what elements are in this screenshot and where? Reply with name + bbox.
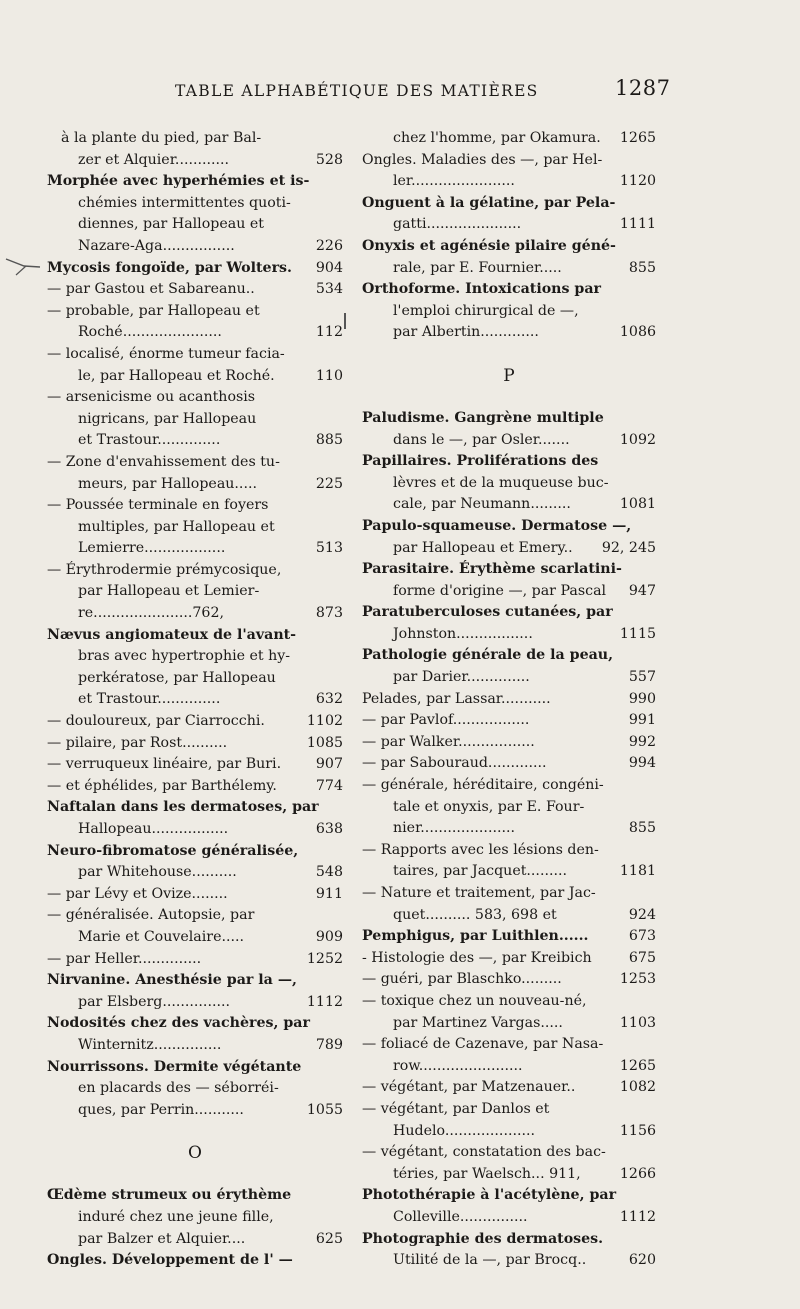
entry-text: — végétant, par Danlos et <box>362 1100 550 1117</box>
index-entry-line <box>362 301 656 323</box>
margin-pen-mark-icon <box>4 253 42 277</box>
index-entry-line <box>362 689 656 711</box>
index-entry-line <box>47 668 343 690</box>
entry-page-ref: 1086 <box>619 324 656 341</box>
index-entry-line <box>47 1185 343 1207</box>
entry-page-ref: 1156 <box>619 1122 656 1139</box>
index-entry-line <box>362 150 656 172</box>
index-entry-line <box>47 236 343 258</box>
entry-page-ref: 1265 <box>619 1057 656 1074</box>
index-entry-line <box>362 1250 656 1272</box>
index-entry-line <box>47 1229 343 1251</box>
entry-text: — végétant, par Matzenauer.. <box>362 1079 576 1096</box>
entry-text: - Histologie des —, par Kreibich <box>362 949 592 966</box>
index-entry-line <box>362 473 656 495</box>
entry-text: Nævus angiomateux de l'avant- <box>47 626 297 643</box>
index-entry-line <box>47 517 343 539</box>
entry-text: Ongles. Développement de l' — <box>47 1252 293 1269</box>
entry-text: Pathologie générale de la peau, <box>362 647 614 664</box>
index-entry-line <box>362 883 656 905</box>
entry-text: Nourrissons. Dermite végétante <box>47 1058 302 1075</box>
entry-text: par Balzer et Alquier.... <box>78 1230 246 1247</box>
index-entry-line <box>362 1099 656 1121</box>
entry-page-ref: 924 <box>628 906 656 923</box>
index-entry-line <box>362 840 656 862</box>
index-entry-line <box>47 1013 343 1035</box>
entry-page-ref: 1102 <box>306 713 343 730</box>
entry-text: Roché...................... <box>78 324 222 341</box>
index-entry-line <box>362 128 656 150</box>
entry-page-ref: 226 <box>315 237 343 254</box>
entry-text: par Hallopeau et Emery.. <box>393 539 573 556</box>
entry-text: — et éphélides, par Barthélemy. <box>47 777 277 794</box>
entry-page-ref: 110 <box>315 367 343 384</box>
index-entry-line <box>47 258 343 280</box>
running-title: TABLE ALPHABÉTIQUE DES MATIÈRES <box>175 82 539 100</box>
index-entry-line <box>362 1056 656 1078</box>
entry-page-ref: 909 <box>315 928 343 945</box>
index-entry-line <box>362 258 656 280</box>
index-entry-line <box>47 301 343 323</box>
entry-page-ref: 1103 <box>619 1014 656 1031</box>
entry-page-ref: 1253 <box>619 971 656 988</box>
page-number: 1287 <box>615 76 671 100</box>
entry-page-ref: 1112 <box>619 1208 656 1225</box>
entry-text: téries, par Waelsch... 911, <box>393 1165 581 1182</box>
entry-text: par Hallopeau et Lemier- <box>78 583 260 600</box>
entry-text: — Rapports avec les lésions den- <box>362 841 599 858</box>
entry-page-ref: 1266 <box>619 1165 656 1182</box>
entry-text: et Trastour.............. <box>78 691 221 708</box>
index-entry-line <box>47 797 343 819</box>
index-entry-line <box>47 560 343 582</box>
entry-text: nigricans, par Hallopeau <box>78 410 257 427</box>
entry-text: taires, par Jacquet......... <box>393 863 568 880</box>
entry-text: — généralisée. Autopsie, par <box>47 907 255 924</box>
index-entry-line <box>47 193 343 215</box>
index-entry-line <box>362 559 656 581</box>
entry-text: — probable, par Hallopeau et <box>47 302 260 319</box>
entry-text: gatti..................... <box>393 216 522 233</box>
index-entry-line <box>47 128 343 150</box>
entry-text: l'emploi chirurgical de —, <box>393 302 579 319</box>
index-entry-line <box>47 430 343 452</box>
entry-text: Hallopeau................. <box>78 821 229 837</box>
index-entry-line <box>47 819 343 841</box>
index-entry-line <box>47 603 343 625</box>
entry-text: et Trastour.............. <box>78 432 221 449</box>
entry-text: Morphée avec hyperhémies et is- <box>47 173 310 190</box>
index-entry-line <box>47 150 343 172</box>
entry-text: forme d'origine —, par Pascal <box>393 582 607 599</box>
index-entry-line <box>47 1078 343 1100</box>
entry-page-ref: 947 <box>628 582 656 599</box>
index-entry-line <box>47 689 343 711</box>
index-entry-line <box>47 841 343 863</box>
entry-text: — Zone d'envahissement des tu- <box>47 453 280 470</box>
entry-text: Lemierre.................. <box>78 540 226 557</box>
entry-text: ler....................... <box>393 173 515 190</box>
index-entry-line <box>362 818 656 840</box>
index-entry-line <box>47 279 343 301</box>
index-entry-line <box>362 1207 656 1229</box>
index-entry-line <box>47 322 343 344</box>
entry-text: Pemphigus, par Luithlen...... <box>362 928 589 945</box>
entry-text: Orthoforme. Intoxications par <box>362 281 602 298</box>
entry-text: — par Pavlof................. <box>362 712 530 729</box>
entry-text: — Érythrodermie prémycosique, <box>47 561 282 578</box>
entry-text: par Elsberg............... <box>78 993 230 1010</box>
entry-text: — par Lévy et Ovize........ <box>47 885 228 902</box>
index-entry-line <box>47 1207 343 1229</box>
entry-text: Neuro-fibromatose généralisée, <box>47 842 299 859</box>
entry-page-ref: 92, 245 <box>601 539 656 556</box>
index-entry-line <box>47 1100 343 1122</box>
index-entry-line <box>47 1057 343 1079</box>
entry-text: Hudelo.................... <box>393 1122 536 1139</box>
entry-page-ref: 1181 <box>619 863 656 880</box>
right-column <box>362 128 656 1272</box>
index-entry-line <box>47 452 343 474</box>
index-entry-line <box>47 992 343 1014</box>
entry-page-ref: 907 <box>315 756 343 773</box>
entry-page-ref: 112 <box>315 324 343 341</box>
index-entry-line <box>362 322 656 344</box>
entry-page-ref: 911 <box>315 885 343 902</box>
index-entry-line <box>362 430 656 452</box>
entry-page-ref: 638 <box>315 821 343 837</box>
index-entry-line <box>47 581 343 603</box>
entry-text: multiples, par Hallopeau et <box>78 518 275 535</box>
entry-page-ref: 990 <box>628 690 656 707</box>
entry-text: tale et onyxis, par E. Four- <box>393 798 585 815</box>
entry-text: diennes, par Hallopeau et <box>78 216 264 233</box>
entry-text: — Poussée terminale en foyers <box>47 497 269 514</box>
index-entry-line <box>47 625 343 647</box>
entry-text: — pilaire, par Rost.......... <box>47 734 228 751</box>
entry-text: — Nature et traitement, par Jac- <box>362 885 596 901</box>
index-entry-line <box>362 861 656 883</box>
page-header <box>0 78 800 108</box>
index-entry-line <box>362 516 656 538</box>
index-entry-line <box>362 408 656 430</box>
entry-text: par Darier.............. <box>393 669 530 686</box>
index-entry-line <box>362 494 656 516</box>
entry-page-ref: 992 <box>628 733 656 750</box>
entry-text: induré chez une jeune fille, <box>78 1208 274 1225</box>
index-entry-line <box>47 733 343 755</box>
index-entry-line <box>47 495 343 517</box>
index-entry-line <box>47 344 343 366</box>
entry-text: lèvres et de la muqueuse buc- <box>393 474 609 491</box>
entry-text: Œdème strumeux ou érythème <box>47 1187 292 1204</box>
index-entry-line <box>362 645 656 667</box>
entry-text: Mycosis fongoïde, par Wolters. <box>47 259 292 276</box>
index-entry-line <box>362 1142 656 1164</box>
entry-text: ques, par Perrin........... <box>78 1101 244 1118</box>
entry-text: par Martinez Vargas..... <box>393 1014 563 1031</box>
index-entry-line <box>362 1121 656 1143</box>
margin-tick-mark <box>344 313 346 329</box>
entry-text: Onyxis et agénésie pilaire géné- <box>362 237 616 254</box>
index-entry-line <box>47 538 343 560</box>
index-entry-line <box>362 538 656 560</box>
entry-text: — par Walker................. <box>362 733 535 750</box>
entry-text: — par Sabouraud............. <box>362 755 547 772</box>
entry-text: zer et Alquier............ <box>78 151 230 168</box>
index-entry-line <box>362 991 656 1013</box>
left-column <box>47 128 343 1272</box>
index-entry-line <box>362 624 656 646</box>
index-entry-line <box>47 387 343 409</box>
entry-page-ref: 225 <box>315 475 343 492</box>
index-entry-line <box>362 969 656 991</box>
entry-text: Paludisme. Gangrène multiple <box>362 409 604 426</box>
entry-text: — guéri, par Blaschko......... <box>362 971 562 988</box>
entry-page-ref: 855 <box>628 259 656 276</box>
entry-text: le, par Hallopeau et Roché. <box>78 367 275 384</box>
entry-page-ref: 1115 <box>619 625 656 642</box>
entry-text: Nirvanine. Anesthésie par la —, <box>47 972 297 989</box>
entry-page-ref: 1092 <box>619 431 656 448</box>
entry-text: — douloureux, par Ciarrocchi. <box>47 713 265 730</box>
index-entry-line <box>362 451 656 473</box>
entry-text: Nodosités chez des vachères, par <box>47 1015 310 1032</box>
index-entry-line <box>362 236 656 258</box>
index-entry-line <box>362 667 656 689</box>
entry-page-ref: 789 <box>315 1036 343 1053</box>
index-entry-line <box>47 474 343 496</box>
entry-page-ref: 1055 <box>306 1101 343 1118</box>
entry-text: chémies intermittentes quoti- <box>78 194 291 211</box>
entry-text: — toxique chez un nouveau-né, <box>362 992 587 1009</box>
entry-text: chez l'homme, par Okamura. <box>393 130 601 146</box>
entry-text: dans le —, par Osler....... <box>393 431 570 448</box>
entry-text: par Albertin............. <box>393 324 539 341</box>
entry-page-ref: 620 <box>628 1252 656 1269</box>
entry-page-ref: 873 <box>315 605 343 622</box>
entry-text: re......................762, <box>78 605 224 622</box>
entry-text: par Whitehouse.......... <box>78 864 237 881</box>
entry-text: Papillaires. Proliférations des <box>362 453 599 470</box>
entry-text: nier..................... <box>393 820 515 837</box>
index-entry-line <box>362 602 656 624</box>
index-entry-line <box>47 409 343 431</box>
entry-page-ref: 1252 <box>306 950 343 967</box>
entry-text: Naftalan dans les dermatoses, par <box>47 799 319 816</box>
entry-page-ref: 1082 <box>619 1079 656 1096</box>
index-entry-line <box>362 279 656 301</box>
entry-page-ref: 673 <box>628 928 656 945</box>
entry-page-ref: 1120 <box>619 173 656 190</box>
entry-page-ref: 1085 <box>306 734 343 751</box>
entry-text: — générale, héréditaire, congéni- <box>362 777 604 794</box>
index-entry-line <box>362 753 656 775</box>
entry-text: Ongles. Maladies des —, par Hel- <box>362 151 603 168</box>
entry-text: Papulo-squameuse. Dermatose —, <box>362 517 632 534</box>
entry-page-ref: 774 <box>315 777 343 794</box>
entry-text: Winternitz............... <box>78 1036 222 1053</box>
index-entry-line <box>47 776 343 798</box>
entry-page-ref: 1111 <box>619 216 656 233</box>
index-entry-line <box>362 1185 656 1207</box>
index-entry-line <box>362 1077 656 1099</box>
entry-page-ref: 1112 <box>306 993 343 1010</box>
index-entry-line <box>47 927 343 949</box>
entry-text: rale, par E. Fournier..... <box>393 259 562 276</box>
entry-page-ref: 885 <box>315 432 343 449</box>
index-entry-line <box>362 214 656 236</box>
section-letter: O <box>188 1143 202 1164</box>
section-letter: P <box>503 365 515 386</box>
entry-page-ref: 513 <box>315 540 343 557</box>
entry-page-ref: 904 <box>315 259 343 276</box>
index-entry-line <box>362 1229 656 1251</box>
entry-page-ref: 632 <box>315 691 343 708</box>
index-entry-line <box>47 171 343 193</box>
index-entry-line <box>47 214 343 236</box>
index-entry-line <box>47 711 343 733</box>
entry-text: Paratuberculoses cutanées, par <box>362 604 613 621</box>
entry-text: cale, par Neumann......... <box>393 496 571 513</box>
entry-page-ref: 994 <box>628 755 656 772</box>
index-entry-line <box>362 905 656 927</box>
entry-page-ref: 1265 <box>619 130 656 146</box>
entry-text: Photographie des dermatoses. <box>362 1230 604 1247</box>
index-entry-line <box>362 732 656 754</box>
index-entry-line <box>47 646 343 668</box>
entry-text: — foliacé de Cazenave, par Nasa- <box>362 1036 604 1053</box>
entry-text: Parasitaire. Érythème scarlatini- <box>362 561 622 578</box>
entry-text: en placards des — séborréi- <box>78 1080 279 1097</box>
entry-text: Johnston................. <box>393 625 533 642</box>
index-entry-line <box>362 171 656 193</box>
entry-text: Pelades, par Lassar........... <box>362 690 551 707</box>
index-entry-line <box>362 797 656 819</box>
index-entry-line <box>362 193 656 215</box>
index-entry-line <box>47 754 343 776</box>
entry-page-ref: 1081 <box>619 496 656 513</box>
entry-text: — par Gastou et Sabareanu.. <box>47 281 255 298</box>
entry-text: — verruqueux linéaire, par Buri. <box>47 756 282 773</box>
entry-text: perkératose, par Hallopeau <box>78 669 276 686</box>
entry-text: bras avec hypertrophie et hy- <box>78 648 291 665</box>
entry-page-ref: 675 <box>628 949 656 966</box>
entry-text: Nazare-Aga................ <box>78 237 235 254</box>
entry-page-ref: 528 <box>315 151 343 168</box>
index-entry-line <box>362 710 656 732</box>
index-entry-line <box>47 884 343 906</box>
entry-page-ref: 991 <box>628 712 656 729</box>
index-entry-line <box>47 1250 343 1272</box>
index-entry-line <box>47 970 343 992</box>
index-entry-line <box>362 1164 656 1186</box>
entry-text: meurs, par Hallopeau..... <box>78 475 257 492</box>
entry-text: Colleville............... <box>393 1208 528 1225</box>
index-entry-line <box>362 775 656 797</box>
entry-text: — végétant, constatation des bac- <box>362 1144 606 1161</box>
entry-text: Utilité de la —, par Brocq.. <box>393 1252 587 1269</box>
index-entry-line <box>362 581 656 603</box>
entry-page-ref: 625 <box>315 1230 343 1247</box>
entry-text: Photothérapie à l'acétylène, par <box>362 1187 617 1204</box>
index-entry-line <box>47 1035 343 1057</box>
entry-text: à la plante du pied, par Bal- <box>61 130 262 146</box>
entry-text: Marie et Couvelaire..... <box>78 928 245 945</box>
index-entry-line <box>47 862 343 884</box>
index-entry-line <box>362 1034 656 1056</box>
index-entry-line <box>47 905 343 927</box>
index-entry-line <box>362 1013 656 1035</box>
entry-page-ref: 548 <box>315 864 343 881</box>
entry-page-ref: 534 <box>315 281 343 298</box>
index-entry-line <box>362 948 656 970</box>
entry-text: — localisé, énorme tumeur facia- <box>47 345 285 362</box>
entry-text: — arsenicisme ou acanthosis <box>47 389 256 406</box>
entry-text: Onguent à la gélatine, par Pela- <box>362 194 616 211</box>
index-entry-line <box>47 366 343 388</box>
index-entry-line <box>47 949 343 971</box>
index-entry-line <box>362 926 656 948</box>
entry-page-ref: 557 <box>628 669 656 686</box>
entry-text: — par Heller.............. <box>47 950 202 967</box>
entry-text: quet.......... 583, 698 et <box>393 906 557 923</box>
entry-page-ref: 855 <box>628 820 656 837</box>
entry-text: row....................... <box>393 1057 523 1074</box>
